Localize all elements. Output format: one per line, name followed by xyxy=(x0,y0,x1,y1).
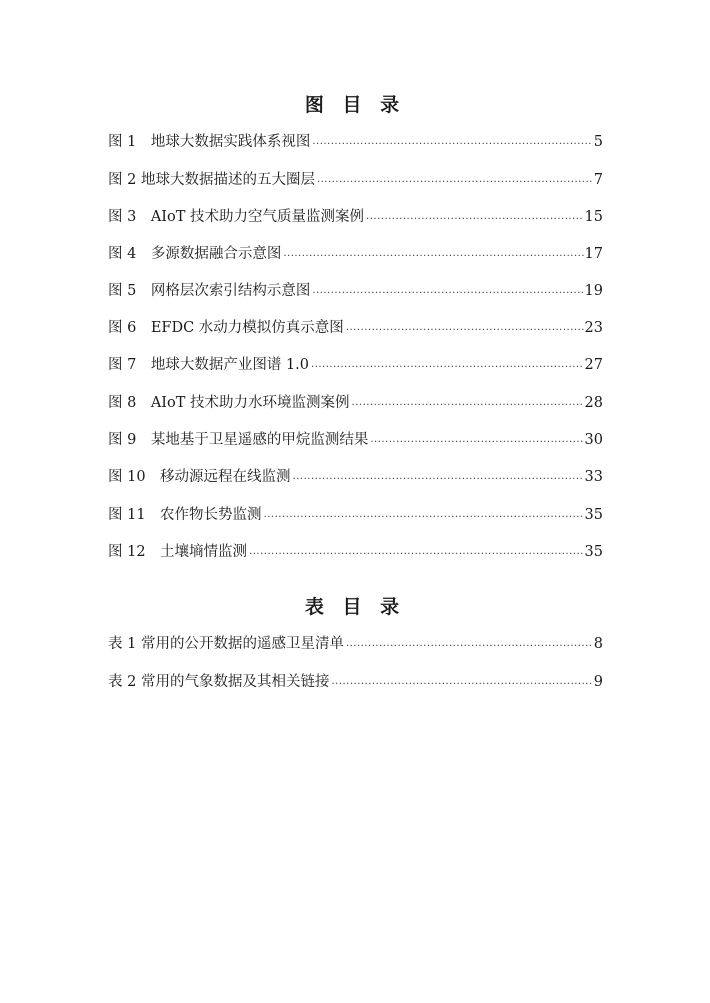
toc-entry-page: 35 xyxy=(584,507,603,523)
toc-leader-dots xyxy=(283,247,583,264)
toc-entry[interactable] xyxy=(108,170,603,190)
toc-leader-dots xyxy=(311,358,584,375)
toc-entry-page: 28 xyxy=(584,395,603,411)
toc-entry-page: 19 xyxy=(584,283,603,299)
toc-leader-dots xyxy=(366,210,584,227)
toc-entry[interactable] xyxy=(108,355,603,375)
toc-leader-dots xyxy=(293,470,584,487)
toc-entry-label: 图 8 AIoT 技术助力水环境监测案例 xyxy=(108,395,350,411)
toc-entry-page: 9 xyxy=(593,674,603,690)
toc-entry-label: 表 2 常用的气象数据及其相关链接 xyxy=(108,674,330,690)
toc-entry[interactable] xyxy=(108,672,603,692)
figures-toc-title: 图 目 录 xyxy=(304,94,406,116)
toc-leader-dots xyxy=(312,284,583,301)
toc-entry-label: 图 3 AIoT 技术助力空气质量监测案例 xyxy=(108,209,365,225)
toc-entry-page: 5 xyxy=(593,134,603,150)
toc-leader-dots xyxy=(352,396,584,413)
toc-leader-dots xyxy=(249,545,583,562)
toc-leader-dots xyxy=(346,637,593,654)
toc-leader-dots xyxy=(264,508,584,525)
toc-entry-page: 23 xyxy=(584,320,603,336)
toc-entry-label: 图 4 多源数据融合示意图 xyxy=(108,246,282,262)
toc-entry[interactable] xyxy=(108,505,603,525)
toc-entry-page: 15 xyxy=(584,209,603,225)
toc-entry[interactable] xyxy=(108,281,603,301)
toc-entry[interactable] xyxy=(108,430,603,450)
toc-entry[interactable] xyxy=(108,318,603,338)
toc-entry-label: 表 1 常用的公开数据的遥感卫星清单 xyxy=(108,636,344,652)
toc-entry-page: 35 xyxy=(584,544,603,560)
toc-entry-label: 图 6 EFDC 水动力模拟仿真示意图 xyxy=(108,320,344,336)
tables-toc-title: 表 目 录 xyxy=(304,596,406,618)
toc-entry-label: 图 5 网格层次索引结构示意图 xyxy=(108,283,311,299)
toc-entry[interactable] xyxy=(108,467,603,487)
toc-entry[interactable] xyxy=(108,132,603,152)
toc-entry-page: 33 xyxy=(584,469,603,485)
toc-entry-page: 7 xyxy=(593,172,603,188)
toc-entry[interactable] xyxy=(108,542,603,562)
toc-entry-page: 17 xyxy=(584,246,603,262)
toc-entry[interactable] xyxy=(108,393,603,413)
toc-leader-dots xyxy=(346,321,584,338)
toc-entry-label: 图 11 农作物长势监测 xyxy=(108,507,262,523)
toc-entry-label: 图 9 某地基于卫星遥感的甲烷监测结果 xyxy=(108,432,369,448)
toc-entry-page: 8 xyxy=(593,636,603,652)
toc-entry-label: 图 12 土壤墒情监测 xyxy=(108,544,248,560)
toc-entry-page: 30 xyxy=(584,432,603,448)
toc-entry-label: 图 1 地球大数据实践体系视图 xyxy=(108,134,311,150)
toc-entry[interactable] xyxy=(108,634,603,654)
toc-leader-dots xyxy=(317,173,593,190)
toc-entry-page: 27 xyxy=(584,357,603,373)
toc-entry[interactable] xyxy=(108,244,603,264)
toc-entry-label: 图 10 移动源远程在线监测 xyxy=(108,469,291,485)
toc-entry-label: 图 7 地球大数据产业图谱 1.0 xyxy=(108,357,310,373)
toc-entry[interactable] xyxy=(108,207,603,227)
toc-entry-label: 图 2 地球大数据描述的五大圈层 xyxy=(108,172,315,188)
toc-leader-dots xyxy=(331,675,592,692)
toc-leader-dots xyxy=(312,135,592,152)
toc-leader-dots xyxy=(370,433,583,450)
